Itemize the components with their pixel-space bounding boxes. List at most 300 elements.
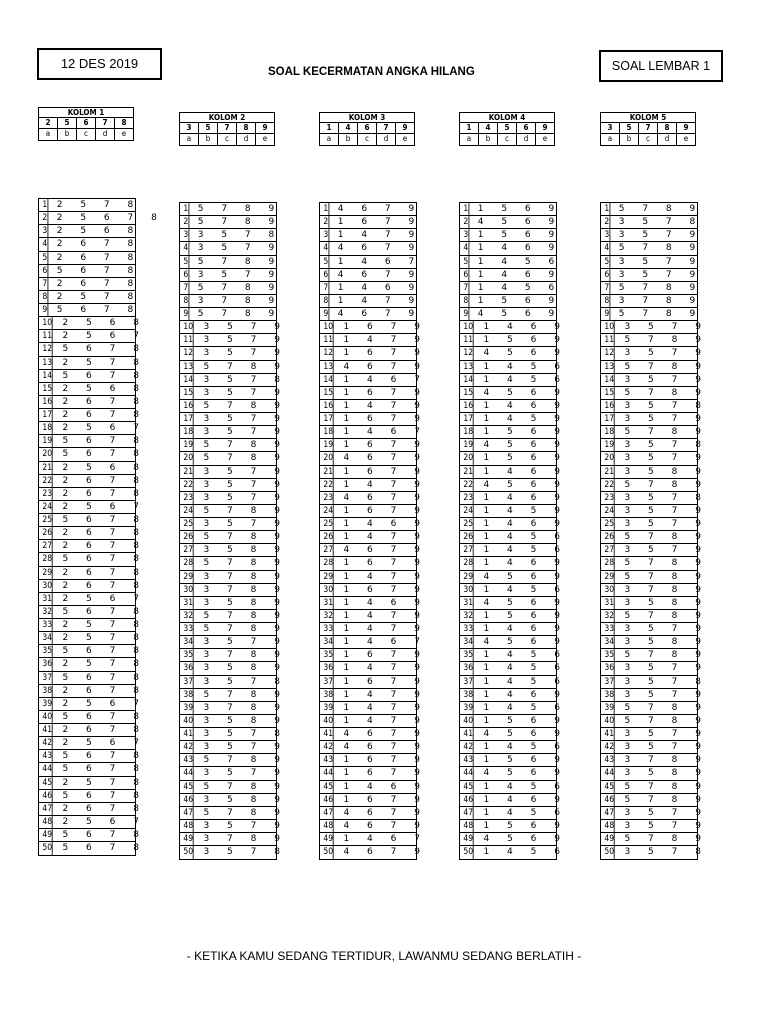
- question-number: 44: [320, 767, 334, 779]
- key-letter: b: [339, 134, 358, 145]
- key-digit: 8: [658, 123, 677, 133]
- answer-key-kolom-3: [319, 112, 415, 146]
- question-digits: 1 4 7 9: [337, 230, 422, 241]
- question-number: 20: [601, 452, 615, 464]
- question-number: 42: [460, 741, 474, 753]
- question-row: [460, 242, 562, 255]
- key-letter: b: [58, 129, 77, 140]
- question-number: 1: [460, 203, 469, 215]
- question-number: 27: [460, 544, 474, 556]
- question-number: 35: [39, 645, 53, 657]
- question-digits: 1 4 5 6: [483, 781, 568, 792]
- question-table-kolom-5: [600, 202, 709, 860]
- question-row: [320, 387, 428, 400]
- question-row: [460, 426, 568, 439]
- question-number: 18: [180, 426, 194, 438]
- key-letter: a: [180, 134, 199, 145]
- question-number: 26: [180, 531, 194, 543]
- question-row: [460, 544, 568, 557]
- question-number: 30: [460, 584, 474, 596]
- question-number: 39: [180, 702, 194, 714]
- question-digits: 5 7 8 9: [197, 309, 282, 319]
- question-number: 15: [601, 387, 615, 399]
- question-number: 1: [180, 203, 189, 215]
- question-number: 48: [320, 820, 334, 832]
- question-row: [601, 531, 709, 544]
- question-digits: 5 7 8 9: [203, 781, 288, 792]
- question-digits: 3 5 7 9: [203, 414, 288, 424]
- question-number: 36: [320, 662, 334, 674]
- question-number: 37: [39, 672, 53, 684]
- question-number: 45: [320, 781, 334, 793]
- question-digits: 1 6 7 9: [343, 348, 428, 359]
- question-digits: 4 5 6 9: [477, 309, 562, 319]
- question-row: [180, 256, 282, 269]
- question-row: [320, 662, 428, 675]
- question-digits: 3 5 7 9: [203, 348, 288, 359]
- question-number: 47: [320, 807, 334, 819]
- question-digits: 1 4 5 6: [483, 584, 568, 595]
- question-row: [320, 571, 428, 584]
- question-digits: 3 5 7 9: [203, 466, 288, 477]
- question-number: 50: [39, 842, 53, 855]
- key-letter: b: [479, 134, 498, 145]
- question-digits: 5 7 8 9: [203, 755, 288, 766]
- question-number: 35: [320, 649, 334, 661]
- question-row: [320, 426, 428, 439]
- question-row: [39, 645, 147, 658]
- question-number: 18: [460, 426, 474, 438]
- question-number: 43: [180, 754, 194, 766]
- question-number: 31: [601, 597, 615, 609]
- question-row: [39, 396, 147, 409]
- question-digits: 5 7 8 9: [624, 361, 709, 372]
- question-row: [320, 584, 428, 597]
- question-row: [601, 361, 709, 374]
- question-row: [460, 571, 568, 584]
- question-number: 48: [39, 816, 53, 828]
- question-digits: 5 6 7 8: [56, 305, 141, 315]
- key-letter: e: [683, 134, 689, 143]
- question-digits: 4 5 6 9: [483, 637, 568, 648]
- question-number: 12: [320, 347, 334, 359]
- question-row: [180, 623, 288, 636]
- question-digits: 3 5 7 9: [203, 492, 288, 503]
- question-number: 38: [460, 689, 474, 701]
- question-number: 36: [39, 658, 53, 670]
- question-number: 28: [180, 557, 194, 569]
- question-digits: 2 5 6 7: [62, 816, 147, 827]
- question-number: 18: [601, 426, 615, 438]
- question-number: 32: [39, 606, 53, 618]
- question-number: 41: [320, 728, 334, 740]
- key-digit: 6: [77, 118, 96, 128]
- question-number: 29: [460, 571, 474, 583]
- question-digits: 1 6 7 9: [343, 466, 428, 477]
- question-row: [601, 518, 709, 531]
- question-number: 39: [320, 702, 334, 714]
- question-digits: 1 4 5 6: [483, 702, 568, 713]
- question-row: [460, 610, 568, 623]
- question-digits: 3 5 8 9: [203, 597, 288, 608]
- question-digits: 5 7 8 9: [197, 282, 282, 293]
- question-number: 2: [180, 216, 189, 228]
- question-digits: 3 5 7 9: [203, 820, 288, 831]
- question-digits: 2 6 7 8: [62, 488, 147, 499]
- question-number: 10: [601, 321, 615, 333]
- question-row: [180, 702, 288, 715]
- question-row: [39, 343, 147, 356]
- question-number: 45: [460, 781, 474, 793]
- question-row: [460, 400, 568, 413]
- question-row: [320, 807, 428, 820]
- question-row: [601, 702, 709, 715]
- question-row: [180, 584, 288, 597]
- question-number: 21: [320, 466, 334, 478]
- question-row: [601, 387, 709, 400]
- question-digits: 3 5 7 9: [203, 742, 288, 753]
- question-digits: 3 5 7 9: [624, 663, 709, 674]
- question-digits: 5 7 8 9: [624, 610, 709, 621]
- key-letter: e: [542, 134, 548, 143]
- question-number: 48: [460, 820, 474, 832]
- key-letter: d: [658, 134, 677, 145]
- question-digits: 1 4 5 6: [483, 374, 568, 385]
- question-digits: 3 5 7 9: [624, 453, 709, 464]
- question-row: [601, 649, 709, 662]
- key-digit: 8: [121, 118, 127, 127]
- question-digits: 2 5 7 8: [56, 200, 141, 210]
- question-number: 41: [460, 728, 474, 740]
- question-number: 14: [180, 374, 194, 386]
- question-digits: 5 6 7 8: [62, 436, 147, 447]
- question-digits: 5 7 8 9: [203, 624, 288, 634]
- question-digits: 3 5 7 8: [203, 729, 288, 739]
- question-row: [320, 492, 428, 505]
- question-number: 25: [460, 518, 474, 530]
- question-number: 17: [180, 413, 194, 425]
- question-row: [39, 317, 147, 330]
- question-number: 11: [320, 334, 334, 346]
- key-letter: b: [199, 134, 218, 145]
- question-digits: 5 7 8 9: [618, 282, 703, 293]
- question-row: [180, 689, 288, 702]
- key-digits-row: [460, 123, 554, 134]
- question-number: 33: [39, 619, 53, 631]
- question-number: 16: [180, 400, 194, 412]
- question-row: [39, 829, 147, 842]
- question-row: [601, 256, 703, 269]
- question-row: [460, 781, 568, 794]
- question-digits: 3 5 8 9: [203, 545, 288, 556]
- question-row: [39, 777, 147, 790]
- question-digits: 1 6 7 9: [343, 794, 428, 805]
- question-row: [320, 452, 428, 465]
- question-row: [460, 584, 568, 597]
- question-number: 22: [180, 479, 194, 491]
- question-digits: 1 4 5 9: [483, 505, 568, 516]
- question-digits: 5 6 7 8: [62, 843, 147, 854]
- question-row: [320, 295, 422, 308]
- question-row: [460, 741, 568, 754]
- question-row: [320, 216, 422, 229]
- question-digits: 1 5 6 9: [483, 335, 568, 346]
- question-row: [39, 593, 147, 606]
- question-number: 11: [601, 334, 615, 346]
- key-digit: 6: [358, 123, 377, 133]
- question-number: 29: [39, 567, 53, 579]
- question-row: [180, 203, 282, 216]
- question-number: 11: [39, 330, 53, 342]
- question-digits: 3 5 7 9: [624, 348, 709, 359]
- question-digits: 1 5 6 9: [477, 295, 562, 306]
- question-number: 39: [601, 702, 615, 714]
- question-row: [460, 374, 568, 387]
- question-digits: 1 4 6 9: [483, 689, 568, 700]
- question-number: 27: [180, 544, 194, 556]
- question-number: 40: [39, 711, 53, 723]
- date-box: 12 DES 2019: [37, 48, 162, 80]
- question-digits: 4 5 6 9: [483, 571, 568, 582]
- question-digits: 2 5 7 8: [62, 620, 147, 630]
- question-row: [601, 767, 709, 780]
- question-digits: 4 6 7 9: [337, 269, 422, 280]
- question-digits: 3 5 7 9: [624, 689, 709, 700]
- question-number: 17: [460, 413, 474, 425]
- question-row: [180, 820, 288, 833]
- question-number: 10: [460, 321, 474, 333]
- question-row: [460, 216, 562, 229]
- question-number: 24: [180, 505, 194, 517]
- question-digits: 2 5 6 8: [62, 383, 147, 394]
- question-number: 8: [601, 295, 610, 307]
- question-row: [460, 754, 568, 767]
- question-row: [39, 252, 141, 265]
- question-digits: 3 5 7 9: [203, 335, 288, 346]
- question-row: [39, 763, 147, 776]
- question-row: [460, 623, 568, 636]
- question-digits: 1 4 5 6: [483, 361, 568, 372]
- question-row: [180, 374, 288, 387]
- answer-key-kolom-1: [38, 107, 134, 141]
- question-digits: 3 7 8 9: [203, 584, 288, 595]
- question-row: [180, 269, 282, 282]
- key-digit: 1: [320, 123, 339, 133]
- page-title: SOAL KECERMATAN ANGKA HILANG: [268, 66, 475, 78]
- question-number: 36: [460, 662, 474, 674]
- question-digits: 5 7 8 9: [624, 427, 709, 438]
- question-row: [180, 767, 288, 780]
- question-number: 46: [320, 794, 334, 806]
- question-row: [320, 256, 422, 269]
- question-number: 23: [601, 492, 615, 504]
- question-digits: 1 4 6 9: [483, 794, 568, 805]
- question-digits: 5 6 7 8: [62, 672, 147, 683]
- question-row: [39, 685, 147, 698]
- question-row: [180, 833, 288, 846]
- question-row: [601, 781, 709, 794]
- question-number: 9: [460, 308, 469, 320]
- question-digits: 1 4 7 9: [343, 479, 428, 490]
- sheet-label-box: SOAL LEMBAR 1: [599, 50, 723, 82]
- question-row: [39, 553, 147, 566]
- question-number: 30: [39, 580, 53, 592]
- question-digits: 3 5 7 9: [618, 230, 703, 241]
- question-row: [320, 544, 428, 557]
- question-row: [601, 426, 709, 439]
- question-digits: 1 4 6 9: [343, 597, 428, 608]
- question-digits: 5 6 7 8: [62, 370, 147, 381]
- key-letters-row: [180, 134, 274, 145]
- question-number: 44: [180, 767, 194, 779]
- question-row: [601, 584, 709, 597]
- question-row: [601, 557, 709, 570]
- question-digits: 2 6 7 8: [62, 685, 147, 696]
- question-row: [460, 479, 568, 492]
- question-number: 1: [320, 203, 329, 215]
- question-number: 47: [180, 807, 194, 819]
- question-number: 3: [320, 229, 329, 241]
- key-letter: e: [402, 134, 408, 143]
- question-row: [601, 308, 703, 321]
- question-row: [180, 308, 282, 321]
- question-row: [320, 833, 428, 846]
- question-digits: 5 7 8 9: [624, 571, 709, 582]
- question-row: [320, 794, 428, 807]
- question-number: 21: [460, 466, 474, 478]
- question-row: [180, 347, 288, 360]
- question-number: 17: [39, 409, 53, 421]
- question-row: [601, 334, 709, 347]
- key-digit: 9: [542, 123, 548, 132]
- question-row: [180, 754, 288, 767]
- question-number: 38: [39, 685, 53, 697]
- question-number: 9: [320, 308, 329, 320]
- question-number: 45: [601, 781, 615, 793]
- key-digit: 2: [39, 118, 58, 128]
- question-row: [601, 452, 709, 465]
- question-digits: 1 4 6 9: [343, 781, 428, 792]
- question-row: [320, 741, 428, 754]
- question-row: [601, 623, 709, 636]
- question-row: [460, 269, 562, 282]
- question-number: 7: [460, 282, 469, 294]
- question-row: [460, 492, 568, 505]
- question-digits: 3 5 7 8: [203, 847, 288, 858]
- question-digits: 4 6 7 9: [337, 204, 422, 214]
- question-number: 32: [320, 610, 334, 622]
- question-digits: 3 5 7 9: [624, 807, 709, 818]
- question-digits: 4 5 6 9: [483, 768, 568, 779]
- question-number: 18: [320, 426, 334, 438]
- question-digits: 2 5 6 7: [62, 331, 147, 342]
- question-digits: 3 5 7 8: [203, 374, 288, 385]
- question-row: [601, 794, 709, 807]
- question-row: [180, 492, 288, 505]
- question-row: [320, 715, 428, 728]
- question-digits: 3 5 7 8: [624, 847, 709, 858]
- question-number: 28: [39, 553, 53, 565]
- question-number: 47: [601, 807, 615, 819]
- question-number: 15: [460, 387, 474, 399]
- question-digits: 5 7 8 9: [203, 453, 288, 464]
- question-digits: 4 5 6 9: [477, 217, 562, 228]
- question-digits: 3 5 7 9: [203, 322, 288, 333]
- question-number: 11: [180, 334, 194, 346]
- question-row: [320, 400, 428, 413]
- question-digits: 1 4 5 6: [483, 676, 568, 687]
- question-number: 40: [601, 715, 615, 727]
- question-row: [460, 321, 568, 334]
- question-row: [180, 361, 288, 374]
- question-digits: 1 4 5 6: [483, 742, 568, 753]
- question-digits: 3 5 7 8: [203, 676, 288, 687]
- question-row: [601, 400, 709, 413]
- question-number: 15: [39, 383, 53, 395]
- question-number: 28: [460, 557, 474, 569]
- question-number: 13: [460, 361, 474, 373]
- question-row: [39, 540, 147, 553]
- question-row: [180, 741, 288, 754]
- question-number: 29: [601, 571, 615, 583]
- question-digits: 3 5 7 8: [624, 492, 709, 503]
- question-row: [601, 610, 709, 623]
- question-row: [180, 649, 288, 662]
- question-digits: 1 4 7 9: [337, 295, 422, 306]
- question-digits: 3 5 7 8: [624, 440, 709, 451]
- question-row: [320, 781, 428, 794]
- question-row: [320, 269, 422, 282]
- key-digit: 5: [58, 118, 77, 128]
- question-digits: 2 5 7 8: [62, 357, 147, 368]
- question-number: 50: [320, 846, 334, 859]
- question-digits: 3 5 7 8: [197, 230, 282, 241]
- question-number: 38: [320, 689, 334, 701]
- key-digit: 7: [96, 118, 115, 128]
- question-row: [39, 632, 147, 645]
- question-row: [460, 636, 568, 649]
- question-number: 42: [180, 741, 194, 753]
- question-row: [39, 265, 141, 278]
- question-row: [460, 662, 568, 675]
- key-digit: 4: [339, 123, 358, 133]
- question-digits: 3 7 8 9: [203, 702, 288, 713]
- question-number: 20: [460, 452, 474, 464]
- key-digit: 3: [601, 123, 620, 133]
- question-number: 34: [180, 636, 194, 648]
- question-number: 22: [460, 479, 474, 491]
- question-digits: 5 7 8 9: [624, 335, 709, 346]
- question-digits: 1 5 6 9: [483, 755, 568, 766]
- question-number: 9: [39, 304, 48, 316]
- question-digits: 5 7 8 9: [203, 440, 288, 451]
- question-digits: 1 6 7 9: [343, 505, 428, 516]
- question-digits: 3 7 8 9: [624, 755, 709, 766]
- question-row: [320, 505, 428, 518]
- question-number: 14: [320, 374, 334, 386]
- question-row: [39, 304, 141, 317]
- question-row: [39, 199, 141, 212]
- question-number: 4: [460, 242, 469, 254]
- question-row: [601, 321, 709, 334]
- question-digits: 1 4 6 9: [483, 519, 568, 529]
- question-digits: 1 6 7 9: [343, 676, 428, 687]
- question-digits: 3 5 8 9: [624, 637, 709, 648]
- key-letter: e: [121, 129, 127, 138]
- question-number: 34: [601, 636, 615, 648]
- question-number: 13: [320, 361, 334, 373]
- question-row: [180, 544, 288, 557]
